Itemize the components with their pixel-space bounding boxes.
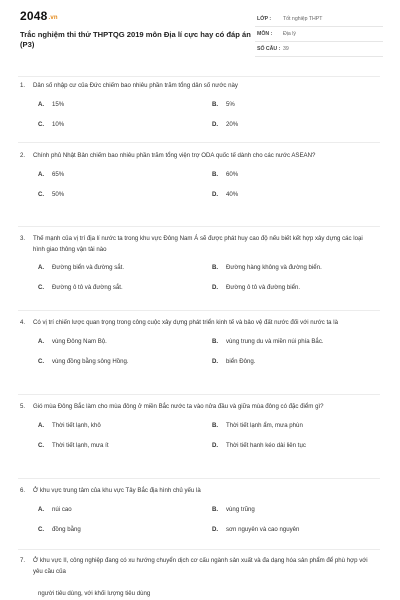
question-text: Gió mùa Đông Bắc làm cho mùa đông ở miền Bắc nước ta vào nửa đầu và giữa mùa đông có đặc điểm gì?	[33, 403, 324, 410]
meta-subject-value[interactable]: Địa lý	[283, 31, 296, 37]
option-b[interactable]: B. 60%	[212, 170, 239, 178]
question-7	[20, 556, 380, 577]
divider	[18, 76, 380, 77]
option-b[interactable]: B. vùng trung du và miền núi phía Bắc.	[212, 337, 324, 345]
option-a[interactable]: A. 15%	[38, 100, 65, 108]
question-1	[20, 81, 380, 144]
option-c[interactable]: C. 50%	[38, 190, 65, 198]
options	[20, 263, 380, 307]
meta-count-value: 39	[283, 46, 289, 52]
option-d[interactable]: D. sơn nguyên và cao nguyên	[212, 525, 300, 533]
question-text: Dân số nhập cư của Đức chiếm bao nhiêu phần trăm tổng dân số nước này	[33, 82, 238, 89]
site-logo[interactable]: 2048.vn	[20, 9, 58, 23]
option-d[interactable]: D. 20%	[212, 120, 239, 128]
option-a[interactable]: A. vùng Đông Nam Bộ.	[38, 337, 107, 345]
meta-row-subject	[255, 27, 383, 42]
question-text: Thế mạnh của vị trí địa lí nước ta trong khu vực Đông Nam Á sẽ được phát huy cao độ nếu biết kết hợp xây dựng các loại hình giao thông vận tải nào	[33, 235, 363, 253]
question-2	[20, 151, 380, 214]
divider	[18, 478, 380, 479]
option-c[interactable]: C. 10%	[38, 120, 65, 128]
options	[20, 505, 380, 549]
question-text: Ở khu vực II, công nghiệp đang có xu hướng chuyển dịch cơ cấu ngành sản xuất và đa dạng hóa sản phẩm để phù hợp với yêu cầu của	[33, 557, 368, 575]
question-number: 7.	[20, 557, 26, 564]
meta-row-count	[255, 42, 383, 57]
option-b[interactable]: B. Đường hàng không và đường biển.	[212, 264, 322, 271]
question-number: 3.	[20, 235, 26, 242]
page-title: Trắc nghiệm thi thử THPTQG 2019 môn Địa lí cực hay có đáp án (P3)	[20, 30, 251, 49]
option-c[interactable]: C. đồng bằng	[38, 525, 81, 533]
divider	[18, 226, 380, 227]
option-b[interactable]: B. vùng trũng	[212, 505, 255, 513]
question-5	[20, 402, 380, 465]
meta-class-label: LỚP :	[257, 16, 272, 22]
divider	[18, 310, 380, 311]
option-d[interactable]: D. biển Đông.	[212, 357, 256, 365]
options	[20, 170, 380, 214]
question-6	[20, 486, 380, 549]
option-c[interactable]: C. vùng đồng bằng sông Hồng.	[38, 357, 129, 365]
option-c[interactable]: C. Thời tiết lạnh, mưa ít	[38, 441, 109, 449]
page-header	[0, 0, 400, 66]
question-text: Có vị trí chiến lược quan trọng trong công cuộc xây dựng phát triển kinh tế và bảo vệ đất nước đối với nước ta là	[33, 319, 338, 326]
meta-count-label: SỐ CÂU :	[257, 46, 281, 52]
question-number: 1.	[20, 82, 26, 89]
option-a[interactable]: A. 65%	[38, 170, 65, 178]
option-a[interactable]: A. núi cao	[38, 505, 72, 513]
divider	[18, 394, 380, 395]
option-c[interactable]: C. Đường ô tô và đường sắt.	[38, 284, 123, 291]
question-text: Ở khu vực trung tâm của khu vực Tây Bắc địa hình chủ yếu là	[33, 487, 201, 494]
option-b[interactable]: B. 5%	[212, 100, 235, 108]
quiz-meta	[255, 12, 383, 57]
option-a[interactable]: A. Đường biển và đường sắt.	[38, 264, 125, 271]
meta-row-class	[255, 12, 383, 27]
option-partial[interactable]: người tiêu dùng, với khối lượng tiêu dùng	[38, 590, 151, 597]
options	[20, 100, 380, 144]
question-3	[20, 234, 380, 307]
option-a[interactable]: A. Thời tiết lạnh, khô	[38, 421, 101, 429]
option-d[interactable]: D. Đường ô tô và đường biển.	[212, 284, 301, 291]
meta-subject-label: MÔN :	[257, 31, 273, 37]
options	[20, 337, 380, 381]
divider	[18, 142, 380, 143]
question-number: 5.	[20, 403, 26, 410]
question-number: 4.	[20, 319, 26, 326]
divider	[18, 549, 380, 550]
question-number: 2.	[20, 152, 26, 159]
option-b[interactable]: B. Thời tiết lạnh ẩm, mưa phùn	[212, 421, 303, 429]
option-d[interactable]: D. 40%	[212, 190, 239, 198]
question-number: 6.	[20, 487, 26, 494]
options	[20, 421, 380, 465]
question-4	[20, 318, 380, 381]
option-d[interactable]: D. Thời tiết hanh kéo dài liên tục	[212, 441, 306, 449]
meta-class-value[interactable]: Tốt nghiệp THPT	[283, 16, 323, 22]
question-text: Chính phủ Nhật Bản chiếm bao nhiêu phần trăm tổng viện trợ ODA quốc tế dành cho các nước ASEAN?	[33, 152, 316, 159]
